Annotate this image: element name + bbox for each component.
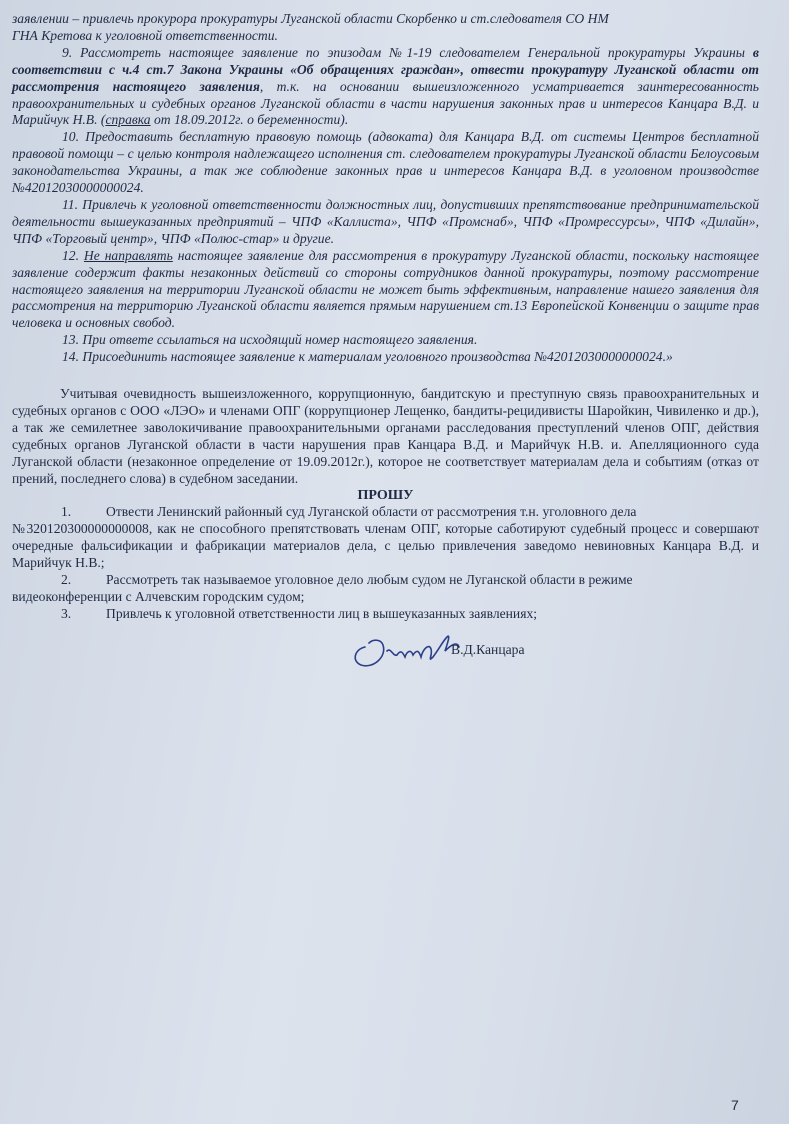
request-number: 3. [61,605,72,621]
request-list [12,504,759,622]
item-12 [12,248,759,333]
signature-block [12,627,759,687]
request-text: Отвести Ленинский районный суд Луганской области от рассмотрения т.н. уголовного дела [106,504,637,520]
item-14: 14. Присоединить настоящее заявление к материалам уголовного производства №42012030000000024.» [62,349,673,365]
item-9-underlined: справка [105,112,151,128]
page-number: 7 [731,1097,739,1113]
item-9-text: 9. Рассмотреть настоящее заявление по эпизодам №1-19 следователем Генеральной прокуратуры Украины [62,44,753,60]
paragraph-continuation [12,11,759,45]
item-12-text: настоящее заявление для рассмотрения в прокуратуру Луганской области, поскольку настоящее заявление содержит факты незаконных действий со стороны сотрудников данной прокуратуры, поэтому рассмотрение настоящего заявления на территории Луганской области не может быть эффективным, направление нашего заявления для рассмотрения на территорию Луганской области является прямым нарушением ст.13 Европейской Конвенции о защите прав человека и основных свобод. [12,247,759,331]
request-title: ПРОШУ [357,488,414,504]
request-number: 1. [61,504,72,520]
item-13: 13. При ответе ссылаться на исходящий номер настоящего заявления. [62,332,478,348]
request-number: 2. [61,572,72,588]
item-11: 11. Привлечь к уголовной ответственности должностных лиц, допустивших препятствование предпринимательской деятельности вышеуказанных предприятий – ЧПФ «Каллиста», ЧПФ «Промснаб», ЧПФ «Промрессурсы», ЧПФ «Дилайн», ЧПФ «Торговый центр», ЧПФ «Полюс-стар» и другие. [12,196,759,246]
request-item [12,606,759,623]
continuation-line-1: заявлении – привлечь прокурора прокуратуры Луганской области Скорбенко и ст.следователя СО НМ [12,11,609,26]
item-10: 10. Предоставить бесплатную правовую помощь (адвоката) для Канцара В.Д. от системы Центров бесплатной правовой помощи – с целью контроля надлежащего исполнения ст. следователем прокуратуры Луганской области Белоусовым законодательства Украины, а так же соблюдение законных прав и интересов Канцара В.Д. в уголовном производстве №42012030000000024. [12,129,759,196]
item-12-number: 12. [62,247,84,263]
item-9-bold: в соответствии с ч.4 ст.7 Закона Украины «Об обращениях граждан», отвести прокуратуру Луганской области от рассмотрения настоящего заявления [12,44,759,94]
request-continuation: №320120300000000008, как не способного препятствовать членам ОПГ, которые саботируют судебный процесс и совершают очередные фальсификации и фабрикации материалов дела, с целью привлечения заведомо невиновных Канцара В.Д. и Марийчук Н.В.; [12,521,759,571]
request-item [12,504,759,521]
signer-name: В.Д.Канцара [451,641,525,657]
request-text: Рассмотреть так называемое уголовное дело любым судом не Луганской области в режиме [106,572,633,588]
continuation-line-2: ГНА Кретова к уголовной ответственности. [12,27,278,43]
request-item [12,572,759,589]
item-9-text-2: , т.к. на основании вышеизложенного усматривается заинтересованность правоохранительных и судебных органов Луганской области в части нарушения законных прав и интересов Канцара В.Д. и Марийчук Н.В. ( [12,78,759,128]
item-12-underlined: Не направлять [83,247,173,263]
request-text: Привлечь к уголовной ответственности лиц в вышеуказанных заявлениях; [106,605,538,621]
summary-paragraph: Учитывая очевидность вышеизложенного, коррупционную, бандитскую и преступную связь правоохранительных и судебных органов с ООО «ЛЭО» и членами ОПГ (коррупционер Лещенко, бандиты-рецидивисты Шаройкин, Чивиленко и др.), а так же семилетнее заволокичивание правоохранительными органами расследования преступлений членов ОПГ, действия судебных органов Луганской области в части нарушения прав Канцара В.Д. и Марийчук Н.В. и. Апелляционного суда Луганской области (незаконное определение от 19.09.2012г.), которое не соответствует материалам дела и событиям (отказ от прений, последнего слова) в судебном заседании. [12,386,759,486]
request-continuation: видеоконференции с Алчевским городским судом; [12,589,305,604]
item-9-text-3: от 18.09.2012г. о беременности). [150,112,349,128]
item-9 [12,45,759,130]
